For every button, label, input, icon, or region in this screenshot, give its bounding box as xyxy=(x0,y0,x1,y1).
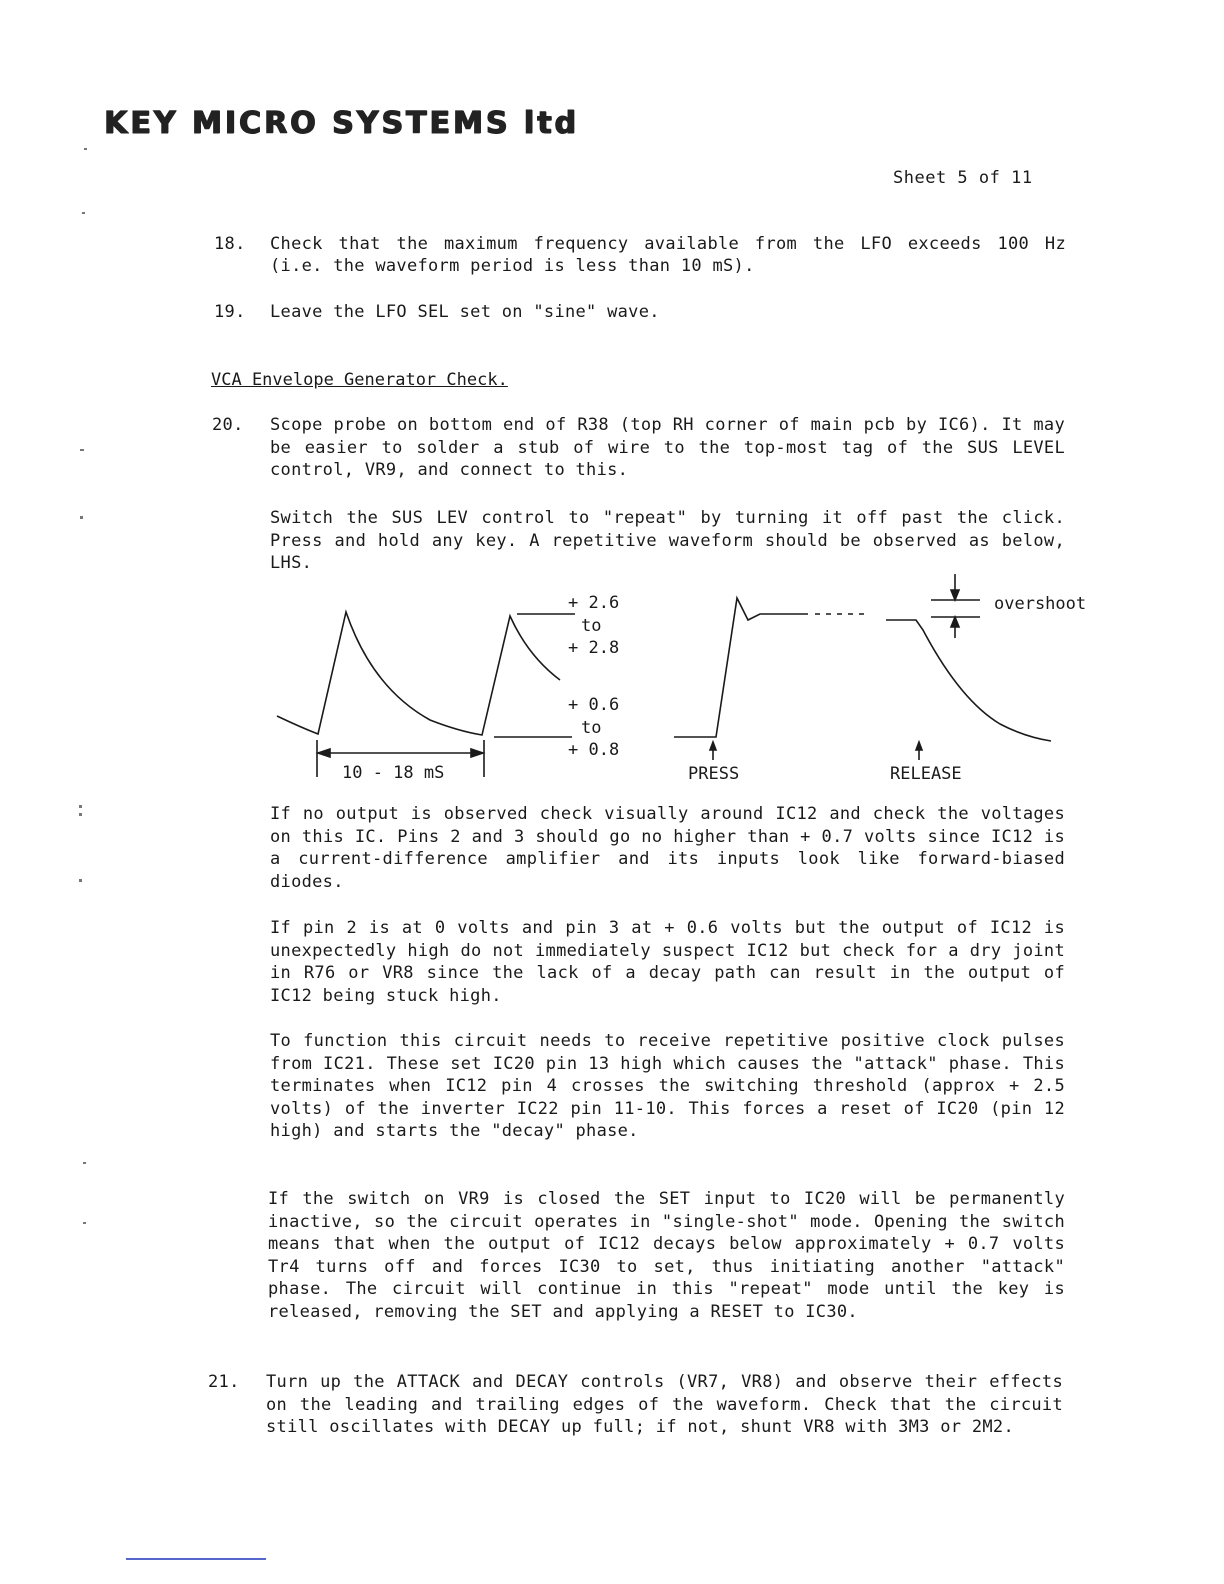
release-label: RELEASE xyxy=(890,764,962,784)
step-20-paragraph-1: Scope probe on bottom end of R38 (top RH corner of main pcb by IC6). It may be easier to solder a stub of wire to the top-most tag of the SUS LEVEL control, VR9, and connect to this. xyxy=(270,415,1065,480)
upper-level-label-c: + 2.8 xyxy=(568,638,620,658)
lower-level-label-b: to xyxy=(581,718,602,738)
lower-level-label-c: + 0.8 xyxy=(568,740,620,760)
margin-speck xyxy=(83,1162,86,1164)
step-20-number: 20. xyxy=(212,415,244,435)
period-arrow-right xyxy=(471,749,483,757)
overshoot-arrowhead-up xyxy=(951,617,959,627)
margin-speck xyxy=(79,879,82,882)
lower-level-label-a: + 0.6 xyxy=(568,695,620,715)
step-number: 18. xyxy=(214,234,246,254)
margin-speck xyxy=(80,449,84,451)
step-number: 19. xyxy=(214,302,246,322)
step-20-paragraph-3: If no output is observed check visually around IC12 and check the voltages on this IC. Pins 2 and 3 should go no higher than + 0.7 volts since IC12 is a current-difference amplifier and its inputs look like forward-biased diodes. xyxy=(270,804,1065,892)
step-text: Check that the maximum frequency available from the LFO exceeds 100 Hz (i.e. the waveform period is less than 10 mS). xyxy=(270,234,1066,276)
step-20-paragraph-4: If pin 2 is at 0 volts and pin 3 at + 0.6 volts but the output of IC12 is unexpectedly high do not immediately suspect IC12 but check for a dry joint in R76 or VR8 since the lack of a decay path can result in the output of IC12 being stuck high. xyxy=(270,918,1065,1006)
margin-speck xyxy=(84,148,87,150)
release-arrowhead xyxy=(916,742,922,750)
margin-speck xyxy=(82,212,85,214)
overshoot-label: overshoot xyxy=(994,594,1087,614)
step-21-number: 21. xyxy=(208,1372,240,1392)
upper-level-label-b: to xyxy=(581,616,602,636)
footer-rule xyxy=(126,1558,266,1560)
upper-level-label-a: + 2.6 xyxy=(568,593,620,613)
step-20-paragraph-6: If the switch on VR9 is closed the SET input to IC20 will be permanently inactive, so the circuit operates in "single-shot" mode. Opening the switch means that when the output of IC12 decays below approximately + 0.7 volts Tr4 turns off and forces IC30 to set, thus initiating another "attack" phase. The circuit will continue in this "repeat" mode until the key is released, removing the SET and applying a RESET to IC30. xyxy=(268,1189,1065,1322)
repeat-waveform-trace xyxy=(277,612,560,735)
press-label: PRESS xyxy=(688,764,740,784)
step-text: Leave the LFO SEL set on "sine" wave. xyxy=(270,302,660,322)
margin-speck xyxy=(79,813,82,816)
release-trace xyxy=(886,620,1051,741)
margin-speck xyxy=(80,516,83,519)
press-arrowhead xyxy=(710,742,716,750)
period-arrow-left xyxy=(318,749,330,757)
overshoot-arrowhead-down xyxy=(951,590,959,600)
margin-speck xyxy=(79,805,82,808)
margin-speck xyxy=(83,1222,86,1224)
company-logo: KEY MICRO SYSTEMS ltd xyxy=(104,106,579,141)
step-20-paragraph-5: To function this circuit needs to receive repetitive positive clock pulses from IC21. These set IC20 pin 13 high which causes the "attack" phase. This terminates when IC12 pin 4 crosses the switching threshold (approx + 2.5 volts) of the inverter IC22 pin 11-10. This forces a reset of IC20 (pin 12 high) and starts the "decay" phase. xyxy=(270,1031,1065,1141)
period-label: 10 - 18 mS xyxy=(342,763,445,783)
sheet-number: Sheet 5 of 11 xyxy=(893,168,1033,188)
single-shot-waveform-trace xyxy=(674,598,808,737)
section-heading: VCA Envelope Generator Check. xyxy=(211,370,508,390)
step-20-paragraph-2: Switch the SUS LEV control to "repeat" by turning it off past the click. Press and hold any key. A repetitive waveform should be observed as below, LHS. xyxy=(270,508,1065,573)
step-21-text: Turn up the ATTACK and DECAY controls (VR7, VR8) and observe their effects on the leading and trailing edges of the waveform. Check that the circuit still oscillates with DECAY up full; if not, shunt VR8 with 3M3 or 2M2. xyxy=(266,1372,1063,1437)
